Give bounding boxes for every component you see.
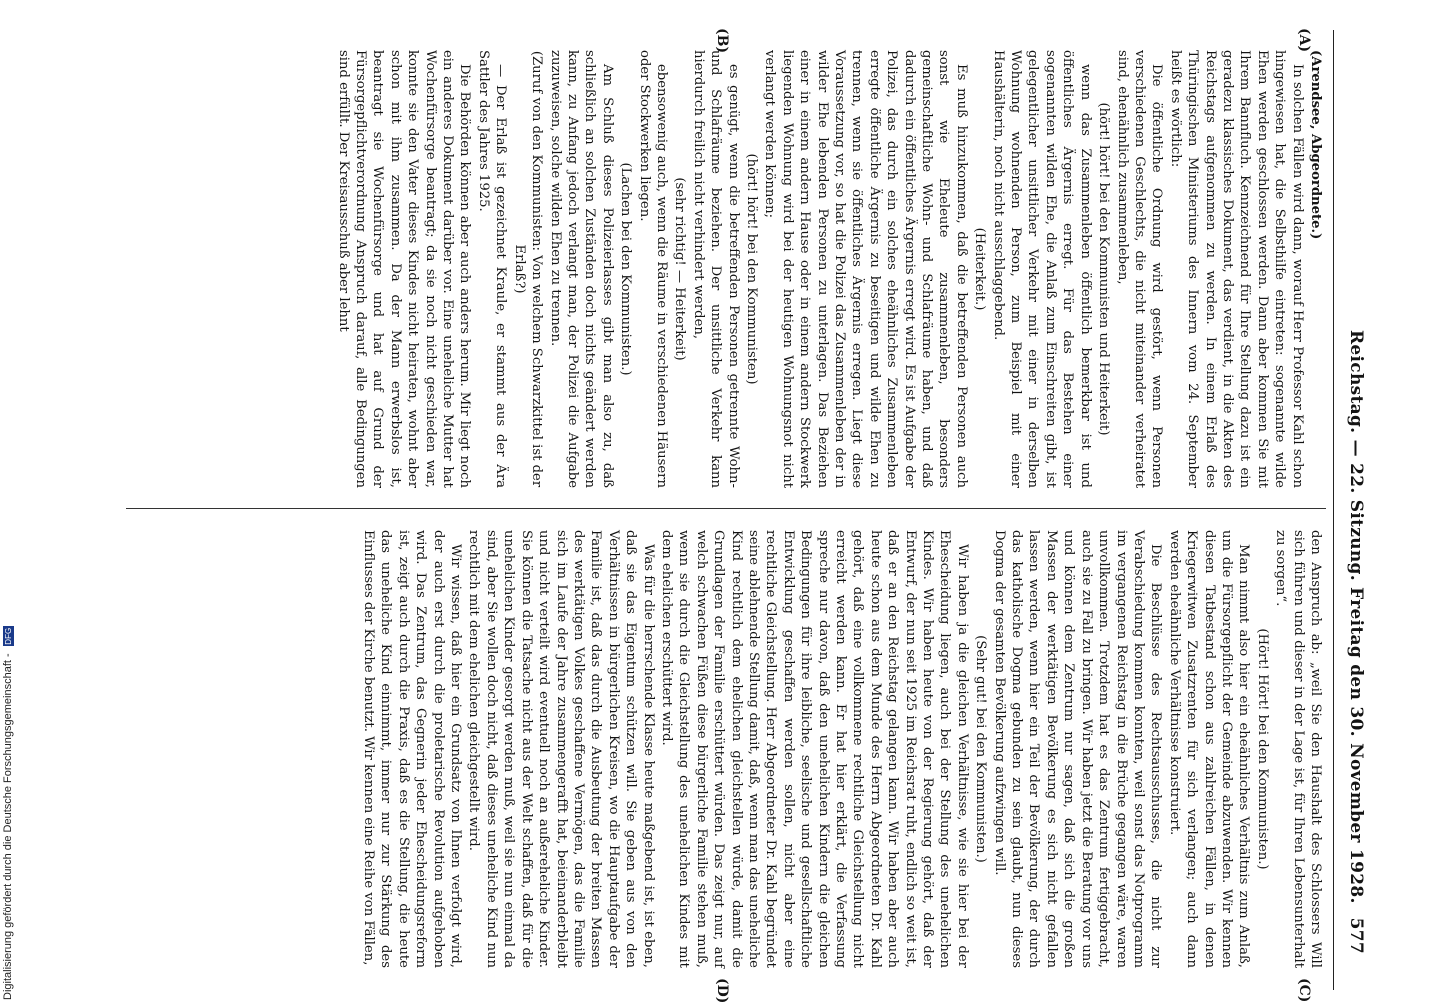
- margin-marker-c: (C): [1296, 978, 1312, 1003]
- quote-paragraph: es genügt, wenn die betreffenden Personen getrennte Wohn- und Schlafräume beziehen. Der unsittliche Verkehr kann hierdurch freilich nicht verhindert werden,: [690, 50, 741, 488]
- interjection: (Lachen bei den Kommunisten.): [618, 162, 634, 376]
- page-number: 577: [1346, 917, 1366, 954]
- margin-marker-d: (D): [714, 978, 730, 1003]
- dfg-logo: DFG: [3, 627, 13, 645]
- quote-paragraph: wenn das Zusammenleben öffentlich bemerkbar ist und öffentliches Ärgernis erregt. Für das Bestehen einer sogenannten wilden Ehe, die Anlaß zum Einschreiten gibt, ist gelegentlicher unsittlicher Verkehr mit einer in derselben Wohnung wohnenden Person, zum Beispiel mit einer Haushälterin, noch nicht ausschlaggebend.: [990, 50, 1093, 488]
- paragraph: Die Behörden können aber auch anders herum. Mir liegt noch ein anderes Dokument darüber vor. Eine uneheliche Mutter hat Wochenfürsorge beantragt; da sie noch nicht geschieden war, konnte sie den Vater dieses Kindes nicht heiraten, wohnt aber schon mit ihm zusammen. Da der Mann erwerbslos ist, beantragt sie Wochenfürsorge und hat auf Grund der Fürsorgepflichtverordnung Anspruch darauf, alle Bedingungen sind erfüllt. Der Kreisausschuß aber lehnt: [335, 50, 473, 488]
- rotated-page: [110, 28, 1370, 1003]
- left-column: [333, 50, 1324, 488]
- paragraph: Am Schluß dieses Polizeierlasses gibt man also zu, daß schließlich an solchen Zuständen doch nichts geändert werden kann, zu Anfang jedoch verlangt man, der Polizei die Aufgabe zuzuweisen, solche wilden Ehen zu trennen.: [547, 50, 615, 488]
- margin-marker-a: (A): [1296, 28, 1312, 53]
- paragraph: In solchen Fällen wird dann, worauf Herr Professor Kahl schon hingewiesen hat, die Selbsthilfe eintreten: sogenannte wilde Ehen werden geschlossen werden. Dann aber kommen Sie mit Ihrem Bannfluch. Kennzeichnend für Ihre Stellung dazu ist ein geradezu klassisches Dokument, das verdient, in die Akten des Reichstags aufgenommen zu werden. In einem Erlaß des Thüringischen Ministeriums des Innern vom 24. September heißt es wörtlich:: [1167, 50, 1305, 488]
- paragraph: Wir wissen, daß hier ein Grundsatz von Ihnen verfolgt wird, der auch erst durch die proletarische Revolution aufgehoben wird. Das Zentrum, das Gegnerin jeder Ehescheidungsreform ist, zeigt auch durch die Praxis, daß es die Stellung, die heute das uneheliche Kind einnimmt, immer nur zur Stärkung des Einflusses der Kirche benutzt. Wir kennen eine Reihe von Fällen,: [361, 530, 464, 968]
- interjection: (Hört! Hört! bei den Kommunisten.): [1254, 628, 1270, 870]
- quote-paragraph: Es muß hinzukommen, daß die betreffenden Personen auch sonst wie Eheleute zusammenleben, besonders gemeinschaftliche Wohn- und Schlafräume haben, und daß dadurch ein öffentliches Ärgernis erregt wird. Es ist Aufgabe der Polizei, das durch ein solches eheähnliches Zusammenleben erregte öffentliche Ärgernis zu beseitigen und wilde Ehen zu trennen, wenn sie öffentliches Ärgernis erregen. Liegt diese Voraussetzung vor, so hat die Polizei das Zusammenleben der in wilder Ehe lebenden Personen zu unterlagen. Das Beziehen einer in einem andern Hause oder in einem andern Stockwerk liegenden Wohnung wird bei der heutigen Wohnungsnot nicht verlangt werden können;: [762, 50, 969, 488]
- page-header: [1336, 30, 1370, 990]
- paragraph: Die Beschlüsse des Rechtsausschusses, die nicht zur Verabschiedung kommen konnten, weil sonst das Notprogramm im vergangenen Reichstag in die Brüche gegangen wäre, waren unvollkommen. Trotzdem hat es das Zentrum fertiggebracht, auch sie zu Fall zu bringen. Wir haben jetzt die Beratung vor uns und können dem Zentrum nur sagen, daß sich die großen Massen der werktätigen Bevölkerung es sich nicht gefallen lassen werden, wenn hier ein Teil der Bevölkerung, der durch das katholische Dogma gebunden zu sein glaubt, nun dieses Dogma der gesamten Bevölkerung aufzwingen will.: [991, 530, 1164, 968]
- footer-credit: [2, 626, 14, 1000]
- interjection: (hört! hört! bei den Kommunisten und Heiterkeit): [1096, 102, 1112, 436]
- interjection: (Heiterkeit.): [972, 227, 988, 311]
- paragraph: Was für die herrschende Klasse heute maßgebend ist, ist eben, daß sie das Eigentum schützen will. Sie geben aus von den Verhältnissen in bürgerlichen Kreisen, wo die Hauptaufgabe der Familie ist, daß das durch die Ausbeutung der breiten Massen des werktätigen Volkes geschaffene Vermögen, das die Familie sich im Laufe der Jahre zusammengerafft hat, beieinanderbleibt und nicht verteilt wird eventuell noch an außereheliche Kinder. Sie können die Tatsache nicht aus der Welt schaffen, daß für die unehelichen Kinder gesorgt werden muß, weil sie nun einmal da sind, aber Sie wollen doch nicht, daß dieses uneheliche Kind nun rechtlich mit dem ehelichen gleichgestellt wird.: [466, 530, 656, 968]
- paragraph: Man nimmt also hier ein eheähnliches Verhältnis zum Anlaß, um die Fürsorgepflicht der Gemeinde abzuwenden. Wir kennen diesen Tatbestand schon aus zahlreichen Fällen, in denen Kriegerwitwen Zusatzrenten für sich verlangen; auch dann werden eheähnliche Verhältnisse konstruiert.: [1166, 530, 1252, 968]
- interjection: (sehr richtig! — Heiterkeit): [672, 177, 688, 361]
- paragraph: — Der Erlaß ist gezeichnet Kraule, er stammt aus der Ära Sattler des Jahres 1925.: [475, 50, 509, 488]
- paragraph: den Anspruch ab: „weil Sie den Haushalt des Schlossers Will sich führen und dieser in der Lage ist, für Ihren Lebensunterhalt zu sorgen“.: [1273, 530, 1323, 968]
- footer-text: Digitalisierung gefördert durch die Deutsche Forschungsgemeinschaft -: [2, 653, 14, 1000]
- right-column: [359, 530, 1324, 968]
- page-title: Reichstag. — 22. Sitzung. Freitag den 30. November 1928.: [1346, 330, 1366, 904]
- speaker-name: (Arendsee, Abgeordnete.): [1308, 50, 1323, 240]
- interjection: (Sehr gut! bei den Kommunisten.): [973, 635, 989, 863]
- interjection: (Zuruf von den Kommunisten: Von welchem Schwarzkittel ist der Erlaß?): [511, 50, 545, 488]
- quote-paragraph: Die öffentliche Ordnung wird gestört, wenn Personen verschiedenen Geschlechts, die nicht miteinander verheiratet sind, ehenähnlich zusammenleben,: [1114, 50, 1165, 488]
- margin-marker-b: (B): [714, 28, 730, 54]
- paragraph: Wir haben ja die gleichen Verhältnisse, wie sie hier bei der Ehescheidung liegen, auch bei der Stellung des unehelichen Kindes. Wir haben heute von der Regierung gehört, daß der Entwurf, der nun seit 1925 im Reichsrat ruht, endlich so weit ist, daß er an den Reichstag gelangen kann. Wir haben aber auch heute schon aus dem Munde des Herrn Abgeordneten Dr. Kahl gehört, daß eine vollkommene rechtliche Gleichstellung nicht erreicht werden kann. Er hat hier erklärt, die Verfassung spreche nur davon, daß den unehelichen Kindern die gleichen Bedingungen für ihre leibliche, seelische und gesellschaftliche Entwicklung geschaffen werden sollen, nicht aber eine rechtliche Gleichstellung. Herr Abgeordneter Dr. Kahl begründet seine ablehnende Stellung damit, daß, wenn man das uneheliche Kind rechtlich dem ehelichen gleichstellen würde, damit die Grundlagen der Familie erschüttert würden. Das zeigt nur, auf welch schwachen Füßen diese bürgerliche Familie stehen muß, wenn sie durch die Gleichstellung des unehelichen Kindes mit dem ehelichen erschüttert wird.: [658, 530, 970, 968]
- interjection: (hört! hört! bei den Kommunisten): [744, 153, 759, 385]
- column-separator: [126, 508, 1326, 509]
- quote-paragraph: ebensowenig auch, wenn die Räume in verschiedenen Häusern oder Stockwerken liegen.: [636, 50, 669, 488]
- header-rule: [1333, 30, 1334, 990]
